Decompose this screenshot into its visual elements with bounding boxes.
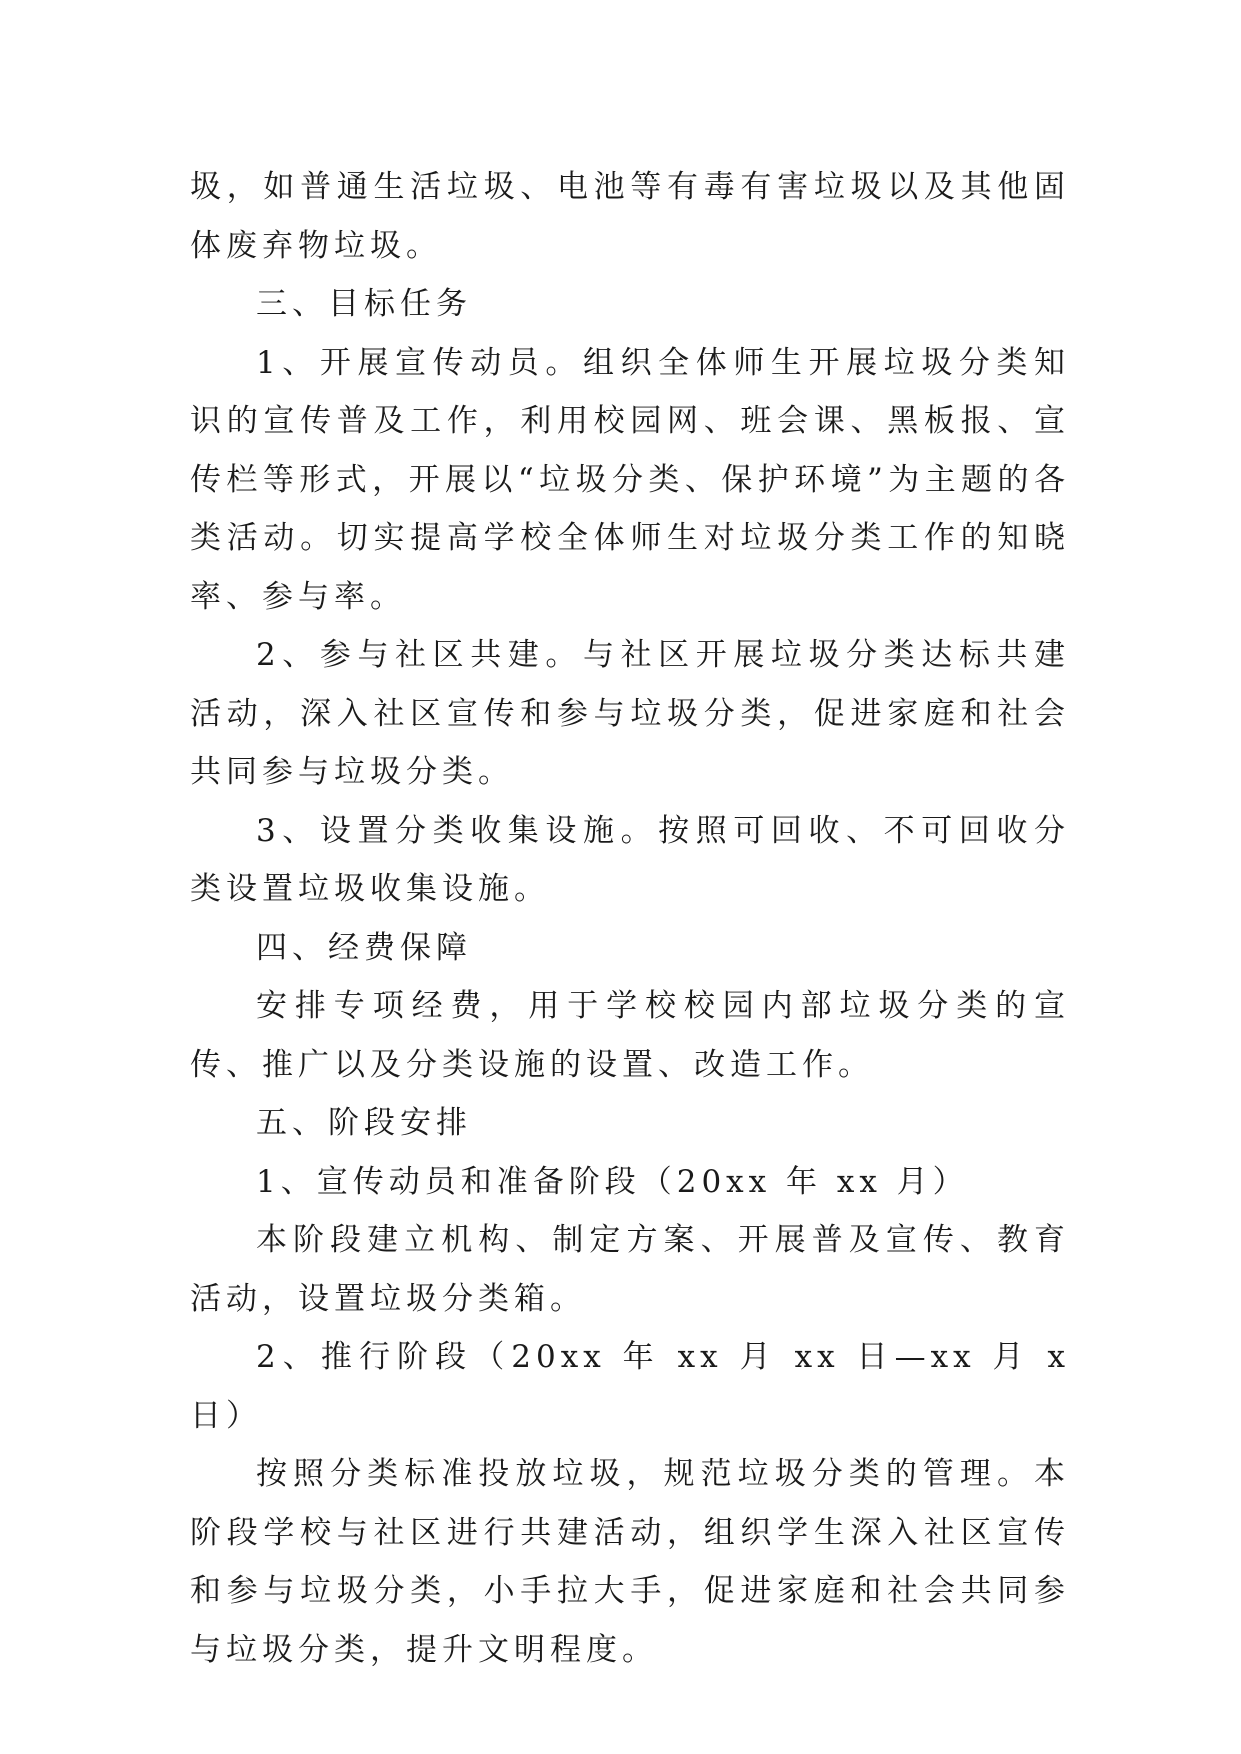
section-heading-stages: 五、阶段安排 [256,1105,472,1141]
subheading-stage-2: 2、推行阶段（20xx 年 xx 月 xx 日—xx 月 x 日） [190,1339,1070,1434]
paragraph-stage-2: 按照分类标准投放垃圾，规范垃圾分类的管理。本阶段学校与社区进行共建活动，组织学生深入社区宣传和参与垃圾分类，小手拉大手，促进家庭和社会共同参与垃圾分类，提升文明程度。 [190,1456,1070,1668]
section-heading-funding: 四、经费保障 [256,929,472,966]
paragraph-funding: 安排专项经费，用于学校校园内部垃圾分类的宣传、推广以及分类设施的设置、改造工作。 [190,988,1070,1083]
paragraph-stage-1: 本阶段建立机构、制定方案、开展普及宣传、教育活动，设置垃圾分类箱。 [190,1222,1070,1317]
paragraph-continuation: 圾，如普通生活垃圾、电池等有毒有害垃圾以及其他固体废弃物垃圾。 [190,169,1070,264]
paragraph-facilities: 3、设置分类收集设施。按照可回收、不可回收分类设置垃圾收集设施。 [190,812,1070,907]
document-body [190,158,1070,1679]
paragraph-publicity: 1、开展宣传动员。组织全体师生开展垃圾分类知识的宣传普及工作，利用校园网、班会课、黑板报、宣传栏等形式，开展以“垃圾分类、保护环境”为主题的各类活动。切实提高学校全体师生对垃圾分类工作的知晓率、参与率。 [190,344,1070,615]
paragraph-community: 2、参与社区共建。与社区开展垃圾分类达标共建活动，深入社区宣传和参与垃圾分类，促进家庭和社会共同参与垃圾分类。 [190,637,1070,790]
subheading-stage-1: 1、宣传动员和准备阶段（20xx 年 xx 月） [256,1163,969,1200]
section-heading-goals: 三、目标任务 [256,286,472,322]
